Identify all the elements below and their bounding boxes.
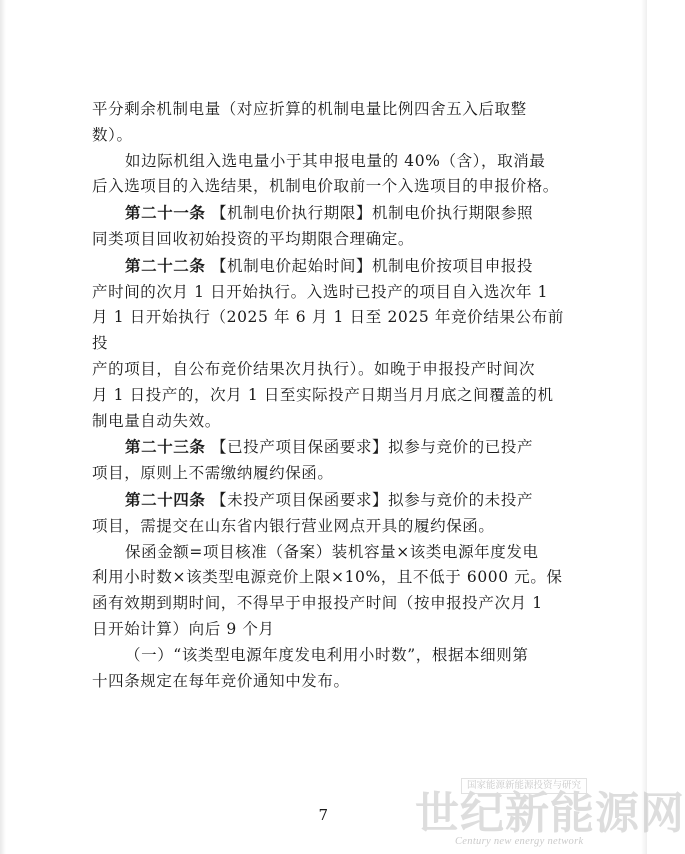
page-left-edge <box>0 0 6 854</box>
text-line: 月 1 日开始执行（2025 年 6 月 1 日至 2025 年竞价结果公布前投 <box>92 308 564 353</box>
text-line: 如边际机组入选电量小于其申报电量的 40%（含），取消最 <box>125 151 546 170</box>
text-line: 后入选项目的入选结果，机制电价取前一个入选项目的申报价格。 <box>92 177 559 196</box>
text-line: （一）“该类型电源年度发电利用小时数”，根据本细则第 <box>125 645 529 664</box>
article-21 <box>92 200 564 253</box>
watermark-main-text: 世纪新能源网 <box>415 788 685 839</box>
article-title: 第二十四条 <box>125 489 206 509</box>
text-line: 【机制电价执行期限】机制电价执行期限参照 <box>211 204 534 223</box>
article-title: 第二十三条 <box>125 437 206 457</box>
paragraph-remaining-quantity <box>92 97 564 149</box>
text-line: 产时间的次月 1 日开始执行。入选时已投产的项目自入选次年 1 <box>92 282 549 301</box>
text-line: 项目，需提交在山东省内银行营业网点开具的履约保函。 <box>92 516 495 535</box>
page-right-edge <box>641 0 647 854</box>
article-24 <box>92 487 564 540</box>
text-line: 保函金额=项目核准（备案）装机容量×该类电源年度发电 <box>125 542 539 561</box>
text-line: 【已投产项目保函要求】拟参与竞价的已投产 <box>211 438 534 457</box>
watermark-sub-text: Century new energy network <box>455 836 584 847</box>
article-title: 第二十二条 <box>125 255 206 275</box>
text-line: 利用小时数×该类型电源竞价上限×10%，且不低于 6000 元。保 <box>92 568 563 587</box>
watermark-top-text: 国家能源新能源投资与研究 <box>461 778 587 794</box>
text-line: 月 1 日投产的，次月 1 日至实际投产日期当月月底之间覆盖的机 <box>92 385 554 404</box>
article-22 <box>92 253 564 435</box>
paragraph-item-one <box>92 643 564 695</box>
text-line: 同类项目回收初始投资的平均期限合理确定。 <box>92 229 415 248</box>
text-line: 十四条规定在每年竞价通知中发布。 <box>92 671 350 690</box>
article-23 <box>92 434 564 487</box>
text-line: 函有效期到期时间，不得早于申报投产时间（按申报投产次月 1 <box>92 594 543 613</box>
text-line: 数）。 <box>92 125 133 144</box>
document-body <box>92 97 564 694</box>
text-line: 项目，原则上不需缴纳履约保函。 <box>92 464 334 483</box>
article-title: 第二十一条 <box>125 203 206 223</box>
site-watermark <box>415 778 685 850</box>
text-line: 制电量自动失效。 <box>92 411 221 430</box>
page-number: 7 <box>318 806 329 824</box>
paragraph-marginal-unit <box>92 149 564 201</box>
text-line: 产的项目，自公布竞价结果次月执行）。如晚于申报投产时间次 <box>92 359 536 378</box>
text-line: 日开始计算）向后 9 个月 <box>92 619 275 638</box>
paragraph-guarantee-amount <box>92 540 564 643</box>
text-line: 平分剩余机制电量（对应折算的机制电量比例四舍五入后取整 <box>92 100 527 118</box>
text-line: 【未投产项目保函要求】拟参与竞价的未投产 <box>211 490 534 509</box>
text-line: 【机制电价起始时间】机制电价按项目申报投 <box>211 256 534 275</box>
